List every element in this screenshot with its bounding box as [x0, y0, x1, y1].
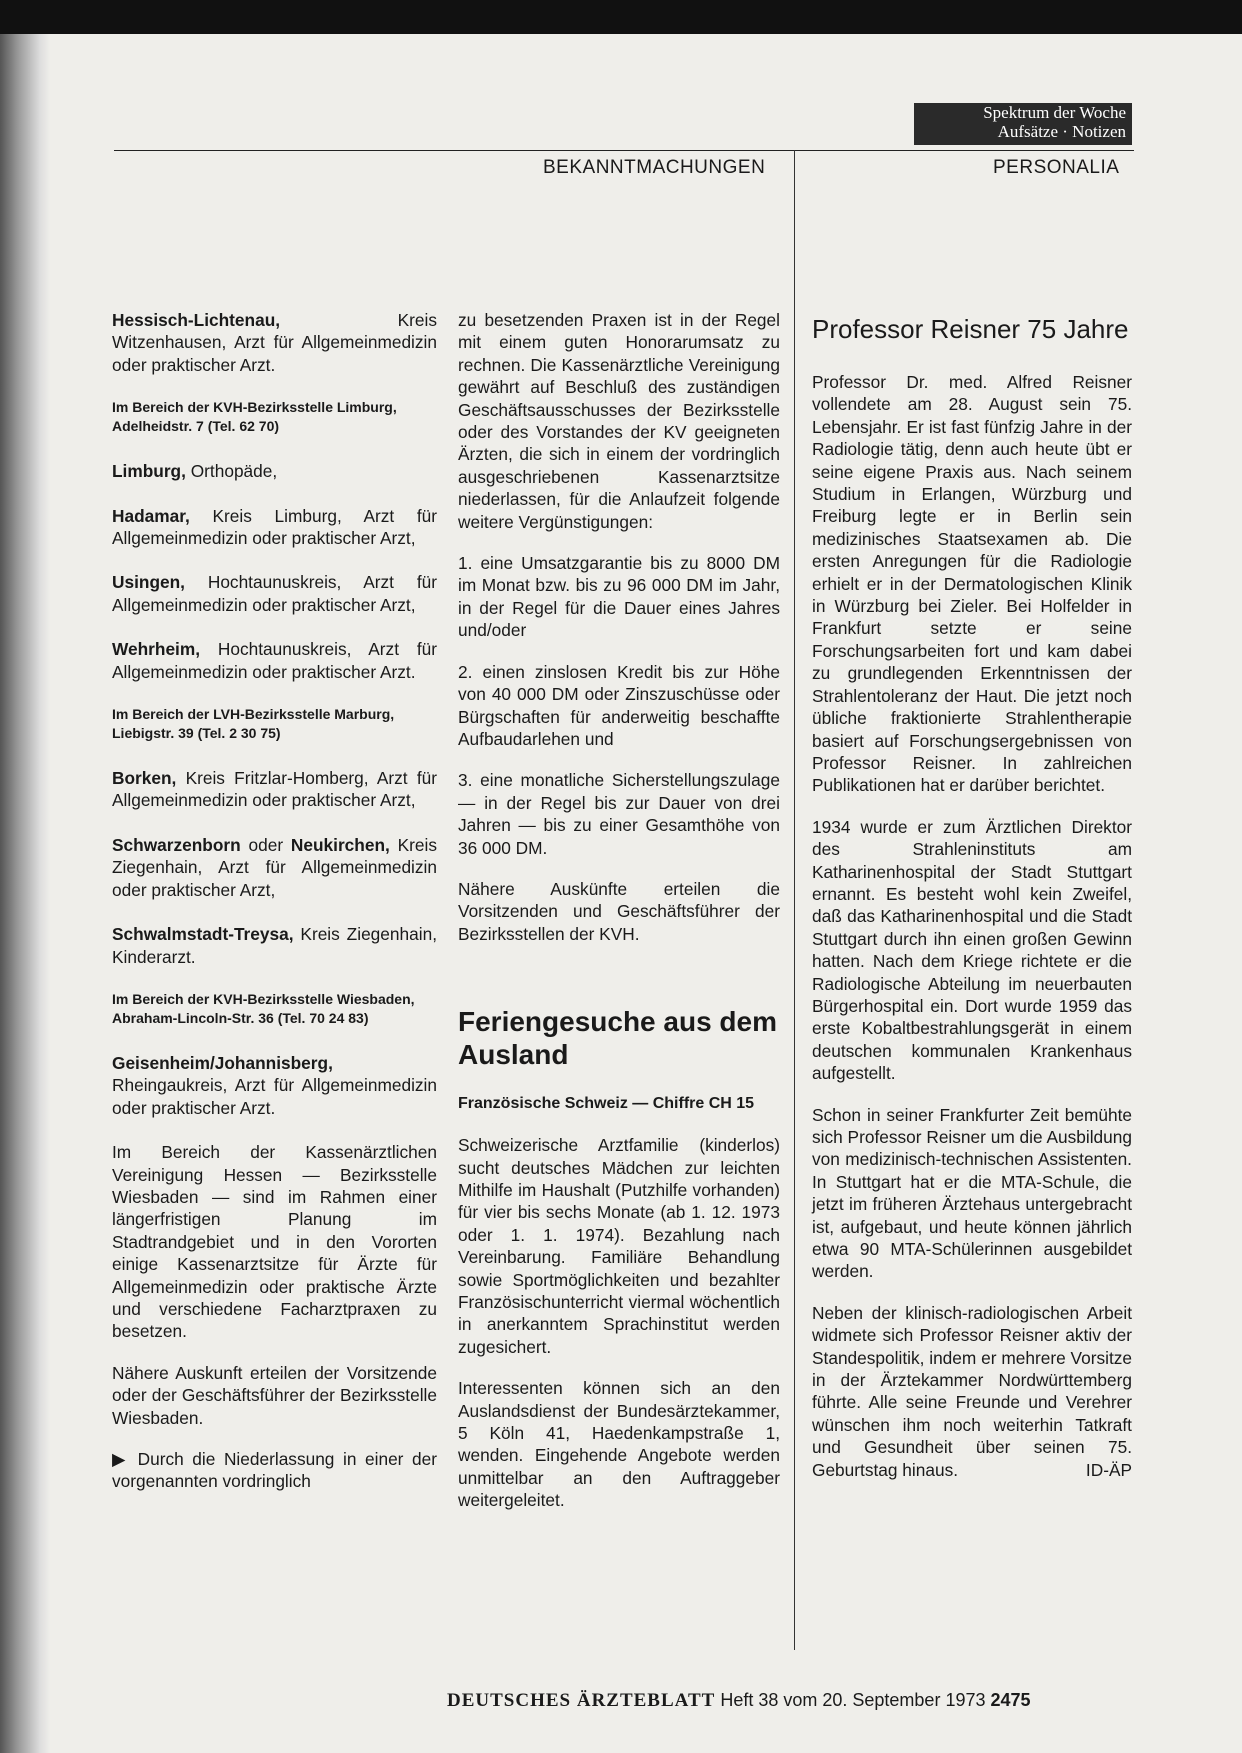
page-number: 2475	[990, 1690, 1031, 1710]
page-footer	[447, 1690, 1031, 1712]
heading-feriengesuche: Feriengesuche aus dem Ausland	[458, 1006, 778, 1071]
issue-info: Heft 38 vom 20. September 1973	[720, 1690, 986, 1710]
district-wiesbaden: Im Bereich der KVH-Bezirksstelle Wiesbaden, Abraham-Lincoln-Str. 36 (Tel. 70 24 83)	[112, 990, 415, 1026]
paragraph-wiesbaden-planning: Im Bereich der Kassenärztlichen Vereinigung Hessen — Bezirksstelle Wiesbaden — sind im Rahmen einer längerfristigen Planung im Stadtrandgebiet und in den Vororten einige Kassenarztsitze für Ärzte für Allgemeinmedizin oder praktische Ärzte und verschiedene Facharztpraxen zu besetzen.	[112, 1142, 437, 1342]
paragraph-auskuenfte: Nähere Auskünfte erteilen die Vorsitzenden und Geschäftsführer der Bezirksstellen der KVH.	[458, 878, 780, 944]
signature: ID-ÄP	[1085, 1459, 1132, 1480]
column-1	[112, 309, 437, 1512]
listing-geisenheim: Geisenheim/Johannisberg, Rheingaukreis, Arzt für Allgemeinmedizin oder praktischer Arzt.	[112, 1052, 437, 1118]
paragraph-verguenstigungen: zu besetzenden Praxen ist in der Regel mit einem guten Honorarumsatz zu rechnen. Die Kassenärztliche Vereinigung gewährt auf Beschluß des zuständigen Geschäftsausschusses der Bezirksstelle oder des Vorstandes der KV geeigneten Ärzten, die sich in einem der vordringlich ausgeschriebenen Kassenarztsitze niederlassen, für die Anlaufzeit folgende weitere Vergünstigungen:	[458, 310, 780, 532]
subheading-chiffre: Französische Schweiz — Chiffre CH 15	[458, 1095, 755, 1113]
column-divider	[794, 150, 795, 1650]
paragraph-reisner-2: 1934 wurde er zum Ärztlichen Direktor des Strahleninstituts am Katharinenhospital der Stadt Stuttgart ernannt. Es besteht wohl kein Zweifel, daß das Katharinenhospital und die Stadt Stuttgart durch ihn einen großen Gewinn hatten. Nach dem Kriege richtete er die Radiologische Abteilung im neuerbauten Bürgerhospital ein. Dort wurde 1959 das erste Kobaltbestrahlungsgerät in einem deutschen kommunalen Krankenhaus aufgestellt.	[812, 816, 1132, 1084]
spektrum-label	[914, 103, 1132, 145]
scan-binding-shadow	[0, 34, 50, 1753]
district-limburg: Im Bereich der KVH-Bezirksstelle Limburg, Adelheidstr. 7 (Tel. 62 70)	[112, 399, 397, 435]
heading-reisner: Professor Reisner 75 Jahre	[812, 314, 1129, 344]
section-bekanntmachungen: BEKANNTMACHUNGEN	[543, 157, 766, 178]
listing-schwalmstadt: Schwalmstadt-Treysa, Kreis Ziegenhain, Kinderarzt.	[112, 924, 437, 967]
listing-borken: Borken, Kreis Fritzlar-Homberg, Arzt für Allgemeinmedizin oder praktischer Arzt,	[112, 768, 437, 811]
spektrum-line-1: Spektrum der Woche	[983, 103, 1126, 122]
listing-schwarzenborn: Schwarzenborn oder Neukirchen, Kreis Ziegenhain, Arzt für Allgemeinmedizin oder praktischer Arzt,	[112, 834, 437, 900]
section-personalia: PERSONALIA	[993, 157, 1120, 178]
listing-usingen: Usingen, Hochtaunuskreis, Arzt für Allgemeinmedizin oder praktischer Arzt,	[112, 572, 437, 615]
spektrum-line-2: Aufsätze · Notizen	[997, 122, 1126, 141]
column-3	[812, 313, 1132, 1500]
paragraph-reisner-3: Schon in seiner Frankfurter Zeit bemühte sich Professor Reisner um die Ausbildung von medizinisch-technischen Assistenten. In Stuttgart hat er die MTA-Schule, die jetzt im früheren Ärztehaus untergebracht ist, aufgebaut, und heute können jährlich etwa 90 MTA-Schülerinnen ausgebildet werden.	[812, 1104, 1132, 1282]
list-item-1: 1. eine Umsatzgarantie bis zu 8000 DM im Monat bzw. bis zu 96 000 DM im Jahr, in der Regel für die Dauer eines Jahres und/oder	[458, 553, 780, 641]
list-item-2: 2. einen zinslosen Kredit bis zur Höhe von 40 000 DM oder Zinszuschüsse oder Bürgschaften für anderweitig beschaffte Aufbaudarlehen und	[458, 661, 780, 749]
listing-wehrheim: Wehrheim, Hochtaunuskreis, Arzt für Allgemeinmedizin oder praktischer Arzt.	[112, 639, 437, 682]
listing-hadamar: Hadamar, Kreis Limburg, Arzt für Allgemeinmedizin oder praktischer Arzt,	[112, 505, 437, 549]
paragraph-reisner-1: Professor Dr. med. Alfred Reisner vollendete am 28. August sein 75. Lebensjahr. Er ist fast fünfzig Jahre in der Radiologie tätig, denn auch heute übt er seine eigene Praxis aus. Nach seinem Studium in Erlangen, Würzburg und Freiburg legte er in Berlin sein medizinisches Staatsexamen ab. Die ersten Anregungen für die Radiologie erhielt er in der Dermatologischen Klinik in Würzburg bei Zieler. Bei Holfelder in Frankfurt setzte er seine Forschungsarbeiten fort und kam dabei zu grundlegenden Erkenntnissen der Strahlentoleranz der Haut. Die jetzt noch übliche fraktionierte Strahlentherapie basiert auf Forschungsergebnissen von Professor Reisner. In zahlreichen Publikationen hat er darüber berichtet.	[812, 372, 1132, 796]
scan-top-border	[0, 0, 1242, 34]
magazine-name: DEUTSCHES ÄRZTEBLATT	[447, 1690, 716, 1711]
listing-limburg: Limburg, Orthopäde,	[112, 461, 278, 482]
paragraph-niederlassung: ▶ Durch die Niederlassung in einer der vorgenannten vordringlich	[112, 1449, 437, 1492]
paragraph-arztfamilie: Schweizerische Arztfamilie (kinderlos) sucht deutsches Mädchen zur leichten Mithilfe im Haushalt (Putzhilfe vorhanden) für vier bis sechs Monate (ab 1. 12. 1973 oder 1. 1. 1974). Bezahlung nach Vereinbarung. Familiäre Behandlung sowie Sportmöglichkeiten und bezahlter Französischunterricht viermal wöchentlich in anerkanntem Sprachinstitut werden zugesichert.	[458, 1135, 780, 1357]
list-item-3: 3. eine monatliche Sicherstellungszulage — in der Regel bis zur Dauer von drei Jahren — bis zu einer Gesamthöhe von 36 000 DM.	[458, 770, 780, 858]
paragraph-interessenten: Interessenten können sich an den Auslandsdienst der Bundesärztekammer, 5 Köln 41, Haedenkampstraße 1, wenden. Eingehende Angebote werden unmittelbar an den Auftraggeber weitergeleitet.	[458, 1378, 780, 1511]
paragraph-auskunft: Nähere Auskunft erteilen der Vorsitzende oder der Geschäftsführer der Bezirksstelle Wiesbaden.	[112, 1362, 437, 1428]
column-2	[458, 309, 780, 1531]
listing-hessisch-lichtenau: Hessisch-Lichtenau, Kreis Witzenhausen, Arzt für Allgemeinmedizin oder praktischer Arzt.	[112, 310, 437, 375]
header-rule	[114, 150, 1134, 151]
triangle-marker-icon: ▶	[112, 1449, 130, 1469]
district-marburg: Im Bereich der LVH-Bezirksstelle Marburg, Liebigstr. 39 (Tel. 2 30 75)	[112, 706, 395, 742]
paragraph-reisner-4: Neben der klinisch-radiologischen Arbeit widmete sich Professor Reisner aktiv der Standespolitik, indem er mehrere Vorsitze in der Ärztekammer Nordwürttemberg führte. Alle seine Freunde und Verehrer wünschen ihm noch weiterhin Tatkraft und Gesundheit über seinen 75. Geburtstag hinaus. ID-ÄP	[812, 1302, 1132, 1480]
